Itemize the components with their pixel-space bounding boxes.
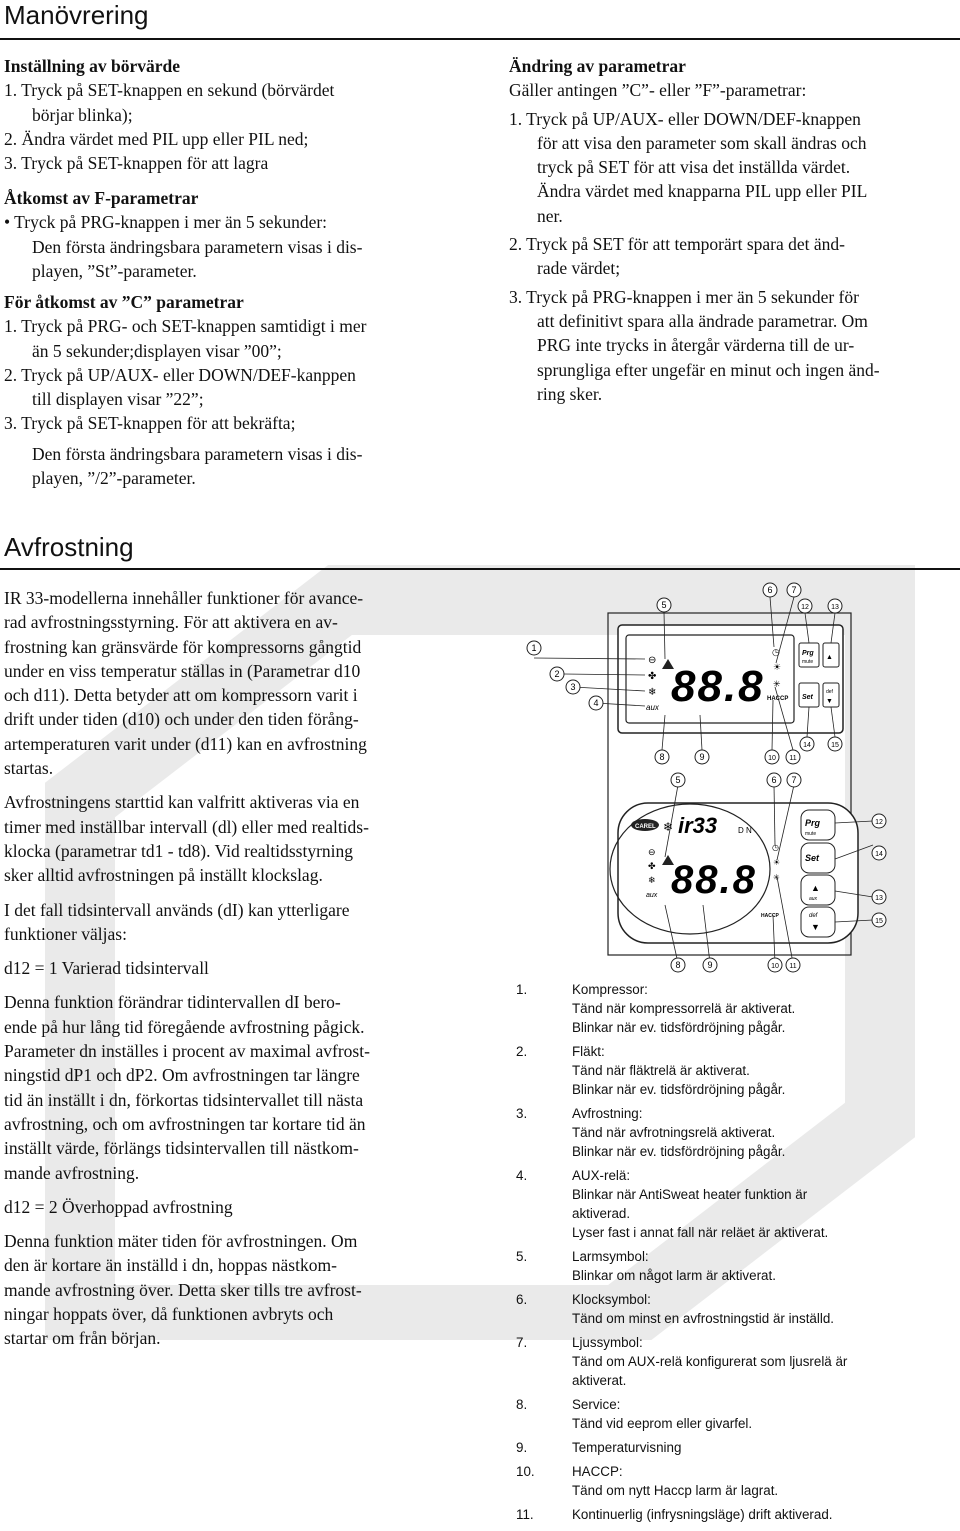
defrost-text — [4, 586, 370, 1351]
text-line: inställt värde, förlängs tidsintervallen till nästkom- — [4, 1138, 359, 1159]
text-line: rad avfrostningsstyrning. För att aktivera en av- — [4, 612, 338, 633]
change-line: ner. — [537, 205, 563, 226]
legend-item-text — [572, 1247, 956, 1285]
svg-text:6: 6 — [767, 585, 773, 595]
section-rule — [0, 38, 960, 40]
svg-text:15: 15 — [831, 742, 839, 749]
legend-item — [516, 1042, 956, 1099]
callout-15 — [828, 737, 842, 751]
legend-item — [516, 980, 956, 1037]
paragraph — [4, 898, 370, 947]
callout-b5 — [671, 773, 685, 787]
text-line: drift under tiden (d10) och under den tiden förång- — [4, 709, 359, 730]
def-label: def — [826, 689, 833, 695]
alarm-icon-2: ⊖ — [648, 847, 656, 857]
paragraph — [4, 990, 370, 1184]
callout-11 — [786, 750, 800, 764]
legend-item-text — [572, 980, 956, 1037]
svg-text:14: 14 — [875, 851, 883, 858]
text-line: frostning kan gränsvärde för kompressorns gångtid — [4, 636, 362, 657]
change-line: ring sker. — [537, 383, 603, 404]
callout-b13 — [872, 890, 886, 904]
mute-label: mute — [802, 659, 814, 665]
change-line: Ändra värdet med knapparna PIL upp eller PIL — [537, 181, 868, 202]
svg-text:12: 12 — [875, 819, 883, 826]
legend-item — [516, 1247, 956, 1285]
svg-text:5: 5 — [661, 600, 667, 610]
callout-b7 — [787, 773, 801, 787]
legend-line: Blinkar när ev. tidsfördröjning pågår. — [572, 1020, 786, 1035]
change-heading: Ändring av parametrar — [509, 56, 686, 76]
fparams-line: Den första ändringsbara parametern visas i dis- — [32, 236, 363, 257]
legend-item-text — [572, 1395, 956, 1433]
text-line: och d11). Detta betyder att om kompressorn varit i — [4, 685, 358, 706]
legend-item-text — [572, 1462, 956, 1500]
callout-14 — [800, 737, 814, 751]
svg-text:6: 6 — [771, 775, 777, 785]
text-line: funktioner väljas: — [4, 923, 127, 944]
callout-b9 — [703, 958, 717, 972]
bottom-digits: 88.8 — [671, 858, 757, 902]
legend-item-number: 7. — [516, 1335, 528, 1350]
continuous-cycle-icon-2: ✳ — [773, 873, 780, 882]
legend-line: Fläkt: — [572, 1044, 605, 1059]
change-line: 3. Tryck på PRG-knappen i mer än 5 sekunder för — [509, 286, 859, 307]
alarm-icon: ⊖ — [648, 655, 657, 666]
legend-item-text — [572, 1166, 956, 1242]
brand-label: CAREL — [635, 824, 656, 830]
legend-item-number: 11. — [516, 1507, 534, 1522]
change-line: sprungliga efter ungefär en minut och ingen änd- — [537, 359, 880, 380]
svg-text:5: 5 — [675, 775, 681, 785]
svg-text:7: 7 — [791, 585, 797, 595]
cparams-line: 2. Tryck på UP/AUX- eller DOWN/DEF-kanppen — [4, 364, 356, 385]
change-line: rade värdet; — [537, 258, 621, 279]
svg-text:2: 2 — [554, 669, 560, 679]
legend-item — [516, 1333, 956, 1390]
callout-b6 — [767, 773, 781, 787]
legend-item-text — [572, 1290, 956, 1328]
text-line: mande avfrostning över. Detta sker tills tre avfrost- — [4, 1279, 362, 1300]
setpoint-block — [4, 54, 334, 175]
setpoint-heading: Inställning av börvärde — [4, 56, 180, 76]
callout-10 — [765, 750, 779, 764]
fan-icon: ✤ — [648, 671, 657, 682]
legend-line: Tänd när kompressorrelä är aktiverat. — [572, 1001, 796, 1016]
legend-item-text — [572, 1505, 956, 1524]
up-arrow-icon-2: ▲ — [811, 883, 820, 893]
legend-item-number: 10. — [516, 1464, 535, 1479]
callout-8 — [655, 750, 669, 764]
legend-line: Lyser fast i annat fall när reläet är aktiverat. — [572, 1225, 829, 1240]
legend-line: Larmsymbol: — [572, 1249, 649, 1264]
haccp-label-2: HACCP — [761, 913, 779, 919]
mute-label-2: mute — [805, 831, 817, 837]
legend-line: aktiverad. — [572, 1206, 631, 1221]
callout-5 — [657, 598, 671, 612]
callout-7 — [787, 583, 801, 597]
prg-label-2: Prg — [805, 818, 821, 828]
legend-line: Blinkar när AntiSweat heater funktion är — [572, 1187, 808, 1202]
svg-text:1: 1 — [531, 643, 537, 653]
svg-text:8: 8 — [659, 752, 665, 762]
legend-line: Kompressor: — [572, 982, 648, 997]
legend-line: Avfrostning: — [572, 1106, 643, 1121]
fparams-heading: Åtkomst av F-parametrar — [4, 188, 199, 208]
legend-line: Temperaturvisning — [572, 1440, 682, 1455]
snowflake-icon: ❄ — [663, 820, 674, 834]
text-line: mande avfrostning. — [4, 1162, 140, 1183]
legend-line: Tänd om AUX-relä konfigurerat som ljusrelä är — [572, 1354, 848, 1369]
svg-text:12: 12 — [801, 604, 809, 611]
down-arrow-icon: ▼ — [826, 698, 833, 705]
legend-item — [516, 1104, 956, 1161]
aux-label-3: aux — [809, 896, 818, 902]
legend-item — [516, 1505, 956, 1524]
callout-b11 — [786, 958, 800, 972]
svg-text:13: 13 — [831, 604, 839, 611]
text-line: artemperaturen varit under (d11) kan en avfrostning — [4, 733, 367, 754]
fparams-line: playen, ”St”-parameter. — [32, 260, 197, 281]
text-line: ningar hoppats över, då funktionen avbryts och — [4, 1304, 334, 1325]
svg-text:7: 7 — [791, 775, 797, 785]
continuous-cycle-icon: ✳ — [773, 679, 781, 689]
callout-3 — [566, 680, 580, 694]
model-label: ir33 — [678, 813, 718, 838]
defrost-icon-2: ❄ — [648, 875, 656, 885]
legend-line: Blinkar när ev. tidsfördröjning pågår. — [572, 1144, 786, 1159]
aux-label: aux — [646, 703, 659, 712]
legend-item-number: 4. — [516, 1168, 528, 1183]
text-line: avfrostning, och om avfrostningen tar kortare tid än — [4, 1113, 366, 1134]
legend-line: Blinkar om något larm är aktiverat. — [572, 1268, 776, 1283]
callout-b15 — [872, 913, 886, 927]
clock-icon: ◷ — [772, 647, 780, 657]
legend-item-number: 2. — [516, 1044, 528, 1059]
callout-2 — [550, 667, 564, 681]
text-line: d12 = 2 Överhoppad avfrostning — [4, 1196, 233, 1217]
setpoint-line: 1. Tryck på SET-knappen en sekund (börvärdet — [4, 80, 335, 101]
text-line: Avfrostningens starttid kan valfritt aktiveras via en — [4, 792, 360, 813]
legend-line: Tänd vid eeprom eller givarfel. — [572, 1416, 753, 1431]
down-arrow-icon-2: ▼ — [811, 922, 820, 932]
svg-text:15: 15 — [875, 918, 883, 925]
legend-line: Kontinuerlig (infrysningsläge) drift aktiverad. — [572, 1507, 833, 1522]
setpoint-line: 3. Tryck på SET-knappen för att lagra — [4, 153, 269, 174]
light-icon: ☀ — [773, 662, 782, 672]
legend-line: Tänd om nytt Haccp larm är lagrat. — [572, 1483, 779, 1498]
paragraph — [4, 790, 370, 887]
legend-item-text — [572, 1438, 956, 1457]
legend-item-text — [572, 1042, 956, 1099]
callout-1 — [527, 641, 541, 655]
legend-item-number: 1. — [516, 982, 528, 997]
legend-line: aktiverat. — [572, 1373, 627, 1388]
controller-diagram — [505, 575, 955, 975]
svg-text:14: 14 — [803, 742, 811, 749]
legend-item-number: 8. — [516, 1397, 528, 1412]
callout-9 — [695, 750, 709, 764]
cparams-line: playen, ”/2”-parameter. — [32, 468, 196, 489]
text-line: under en viss temperatur ställas in (Parametrar d10 — [4, 660, 361, 681]
def-label-2: def — [809, 913, 818, 919]
legend-item — [516, 1438, 956, 1457]
callout-b12 — [872, 814, 886, 828]
text-line: Parameter dn inställes i procent av maximal avfrost- — [4, 1041, 370, 1062]
haccp-label: HACCP — [767, 696, 789, 702]
text-line: Denna funktion förändrar tidintervallen dI bero- — [4, 992, 341, 1013]
cparams-line: 1. Tryck på PRG- och SET-knappen samtidigt i mer — [4, 316, 367, 337]
set-label-2: Set — [805, 853, 820, 863]
text-line: Denna funktion mäter tiden för avfrostningen. Om — [4, 1231, 358, 1252]
text-line: I det fall tidsintervall används (dI) kan ytterligare — [4, 899, 350, 920]
change-line: för att visa den parameter som skall ändras och — [537, 132, 867, 153]
legend-item-number: 5. — [516, 1249, 528, 1264]
change-line: PRG inte trycks in återgår värderna till de ur- — [537, 335, 855, 356]
text-line: klocka (parametrar td1 - td8). Vid realtidsstyrning — [4, 840, 354, 861]
text-line: timer med inställbar intervall (dl) eller med realtids- — [4, 816, 369, 837]
callout-13 — [828, 599, 842, 613]
text-line: IR 33-modellerna innehåller funktioner för avance- — [4, 588, 364, 608]
callout-b10 — [768, 958, 782, 972]
legend-line: Service: — [572, 1397, 621, 1412]
paragraph — [4, 1195, 370, 1219]
legend-item-number: 9. — [516, 1440, 528, 1455]
up-arrow-icon: ▲ — [826, 654, 833, 661]
paragraph — [4, 586, 370, 780]
legend-item-number: 6. — [516, 1292, 528, 1307]
cparams-line: Den första ändringsbara parametern visas i dis- — [32, 443, 363, 464]
prg-label: Prg — [802, 650, 814, 657]
paragraph — [4, 956, 370, 980]
legend-item — [516, 1462, 956, 1500]
legend-item-text — [572, 1104, 956, 1161]
cparams-line: än 5 sekunder;displayen visar ”00”; — [32, 340, 282, 361]
dn-label: D N — [738, 826, 752, 835]
change-line: 2. Tryck på SET för att temporärt spara det änd- — [509, 234, 845, 255]
legend-line: Blinkar när ev. tidsfördröjning pågår. — [572, 1082, 786, 1097]
top-digits: 88.8 — [671, 662, 765, 711]
change-block — [509, 54, 880, 406]
svg-text:10: 10 — [771, 963, 779, 970]
svg-text:11: 11 — [789, 963, 797, 970]
legend-line: HACCP: — [572, 1464, 623, 1479]
section-title-manovrering: Manövrering — [4, 0, 149, 30]
text-line: ende på hur lång tid föregående avfrostning pågick. — [4, 1016, 365, 1037]
change-line: 1. Tryck på UP/AUX- eller DOWN/DEF-knappen — [509, 108, 861, 129]
aux-label-2: aux — [646, 892, 658, 899]
light-icon-2: ☀ — [773, 858, 781, 867]
legend-item-text — [572, 1333, 956, 1390]
setpoint-line: 2. Ändra värdet med PIL upp eller PIL ned; — [4, 128, 309, 149]
text-line: sker alltid avfrostningen på inställt klockslag. — [4, 865, 323, 886]
svg-text:11: 11 — [789, 755, 797, 762]
text-line: ningstid dP1 och dP2. Om avfrostningen tar längre — [4, 1065, 360, 1086]
cparams-block — [4, 290, 366, 490]
text-line: d12 = 1 Varierad tidsintervall — [4, 958, 209, 979]
callout-6 — [763, 583, 777, 597]
cparams-line: 3. Tryck på SET-knappen för att bekräfta; — [4, 413, 296, 434]
paragraph — [4, 1229, 370, 1350]
legend-line: Tänd om minst en avfrostningstid är inställd. — [572, 1311, 834, 1326]
defrost-icon: ❄ — [648, 687, 657, 698]
legend-line: Ljussymbol: — [572, 1335, 643, 1350]
callout-4 — [589, 696, 603, 710]
section-title-avfrostning: Avfrostning — [4, 532, 134, 562]
legend-item — [516, 1395, 956, 1433]
fparams-block — [4, 186, 362, 283]
cparams-heading: För åtkomst av ”C” parametrar — [4, 292, 244, 312]
legend-line: AUX-relä: — [572, 1168, 631, 1183]
svg-text:9: 9 — [699, 752, 705, 762]
legend-line: Tänd när avfrotningsrelä aktiverat. — [572, 1125, 776, 1140]
section-rule — [0, 568, 960, 570]
clock-icon-2: ◷ — [772, 843, 779, 852]
callout-12 — [798, 599, 812, 613]
callout-b8 — [671, 958, 685, 972]
change-line: tryck på SET för att visa det inställda värdet. — [537, 157, 851, 178]
set-label: Set — [802, 694, 813, 701]
legend-line: Tänd när fläktrelä är aktiverat. — [572, 1063, 750, 1078]
text-line: den är kortare än inställd i dn, hoppas nästkom- — [4, 1255, 337, 1276]
legend-line: Klocksymbol: — [572, 1292, 651, 1307]
svg-text:13: 13 — [875, 895, 883, 902]
text-line: tid än inställt i dn, förkortas tidsintervallet till nästa — [4, 1089, 364, 1110]
svg-text:8: 8 — [675, 960, 681, 970]
legend-list — [516, 980, 956, 1529]
legend-item — [516, 1166, 956, 1242]
svg-text:10: 10 — [768, 755, 776, 762]
text-line: startar om från början. — [4, 1328, 161, 1349]
svg-text:4: 4 — [593, 698, 599, 708]
legend-item — [516, 1290, 956, 1328]
fan-icon-2: ✤ — [648, 861, 656, 871]
cparams-line: till displayen visar ”22”; — [32, 389, 204, 410]
svg-text:9: 9 — [707, 960, 713, 970]
callout-b14 — [872, 846, 886, 860]
svg-text:3: 3 — [570, 682, 576, 692]
legend-item-number: 3. — [516, 1106, 528, 1121]
change-line: att definitivt spara alla ändrade parametrar. Om — [537, 310, 868, 331]
setpoint-line: börjar blinka); — [32, 104, 133, 125]
change-line: Gäller antingen ”C”- eller ”F”-parametrar: — [509, 80, 807, 101]
fparams-line: • Tryck på PRG-knappen i mer än 5 sekunder: — [4, 212, 328, 233]
text-line: startas. — [4, 758, 54, 779]
